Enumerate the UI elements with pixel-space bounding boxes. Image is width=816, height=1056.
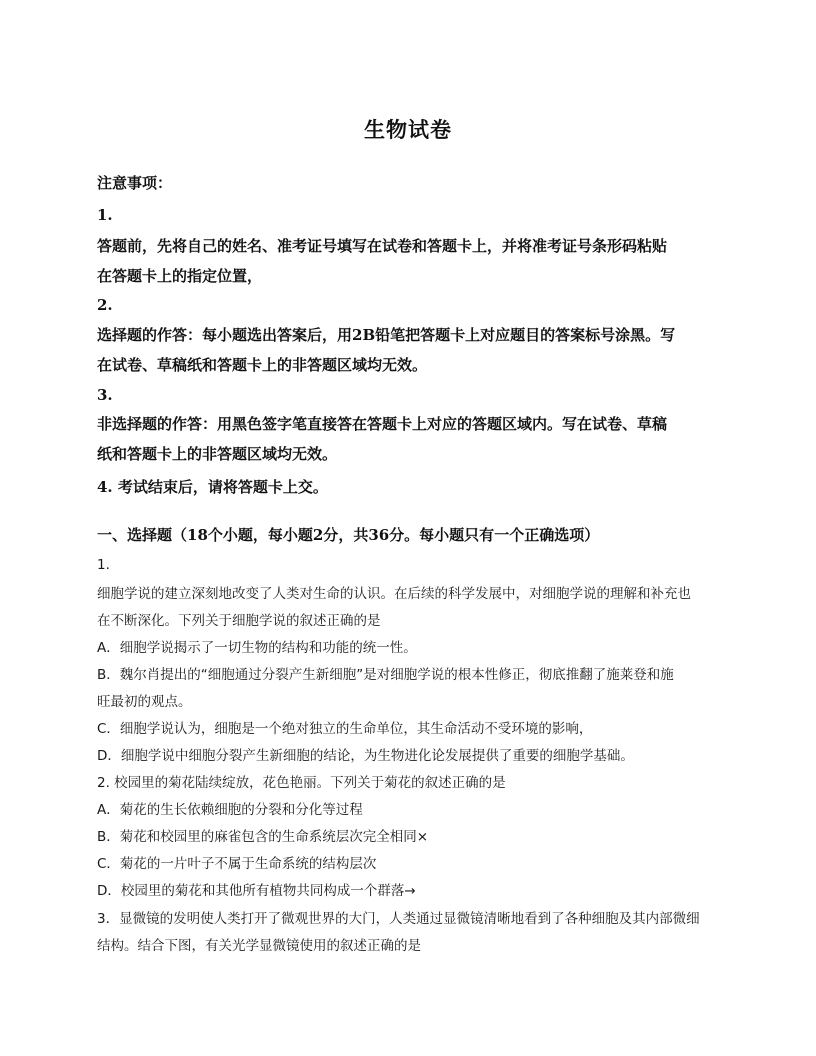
question-2-stem: 2. 校园里的菊花陆续绽放，花色艳丽。下列关于菊花的叙述正确的是	[97, 775, 506, 791]
question-2-option-d: D．校园里的菊花和其他所有植物共同构成一个群落→	[97, 883, 416, 899]
section-heading: 一、选择题（18个小题，每小题2分，共36分。每小题只有一个正确选项）	[97, 526, 600, 544]
notice-item-3-line-2: 纸和答题卡上的非答题区域均无效。	[97, 445, 338, 463]
question-3-stem-line-1: 3．显微镜的发明使人类打开了微观世界的大门，人类通过显微镜清晰地看到了各种细胞及其内部微细	[97, 911, 700, 927]
notice-item-1-number: 1.	[97, 206, 113, 224]
question-1-option-c: C．细胞学说认为，细胞是一个绝对独立的生命单位，其生命活动不受环境的影响，	[97, 721, 593, 737]
question-1-option-a: A．细胞学说揭示了一切生物的结构和功能的统一性。	[97, 640, 417, 656]
question-1-stem-line-2: 在不断深化。下列关于细胞学说的叙述正确的是	[97, 613, 381, 629]
page-title: 生物试卷	[364, 117, 452, 142]
question-1-stem-line-1: 细胞学说的建立深刻地改变了人类对生命的认识。在后续的科学发展中，对细胞学说的理解和补充也	[97, 586, 691, 602]
notice-item-1-line-2: 在答题卡上的指定位置，	[97, 267, 263, 285]
notice-item-2-number: 2.	[97, 296, 113, 314]
question-1-option-b-line-1: B．魏尔肖提出的“细胞通过分裂产生新细胞”是对细胞学说的根本性修正，彻底推翻了施莱登和施	[97, 667, 674, 683]
question-1-number: 1.	[97, 557, 110, 573]
question-3-stem-line-2: 结构。结合下图，有关光学显微镜使用的叙述正确的是	[97, 938, 421, 954]
notice-item-3-number: 3.	[97, 386, 113, 404]
notice-item-4: 4. 考试结束后，请将答题卡上交。	[97, 478, 328, 496]
notice-item-2-line-1: 选择题的作答：每小题选出答案后，用2B铅笔把答题卡上对应题目的答案标号涂黑。写	[97, 326, 676, 344]
notice-item-3-line-1: 非选择题的作答：用黑色签字笔直接答在答题卡上对应的答题区域内。写在试卷、草稿	[97, 415, 668, 433]
notice-item-1-line-1: 答题前，先将自己的姓名、准考证号填写在试卷和答题卡上，并将准考证号条形码粘贴	[97, 237, 668, 255]
question-1-option-b-line-2: 旺最初的观点。	[97, 694, 192, 710]
notice-heading: 注意事项：	[97, 174, 173, 192]
notice-item-2-line-2: 在试卷、草稿纸和答题卡上的非答题区域均无效。	[97, 356, 428, 374]
question-1-option-d: D．细胞学说中细胞分裂产生新细胞的结论，为生物进化论发展提供了重要的细胞学基础。	[97, 748, 634, 764]
question-2-option-c: C．菊花的一片叶子不属于生命系统的结构层次	[97, 856, 377, 872]
question-2-option-b: B．菊花和校园里的麻雀包含的生命系统层次完全相同×	[97, 829, 429, 845]
question-2-option-a: A．菊花的生长依赖细胞的分裂和分化等过程	[97, 802, 363, 818]
